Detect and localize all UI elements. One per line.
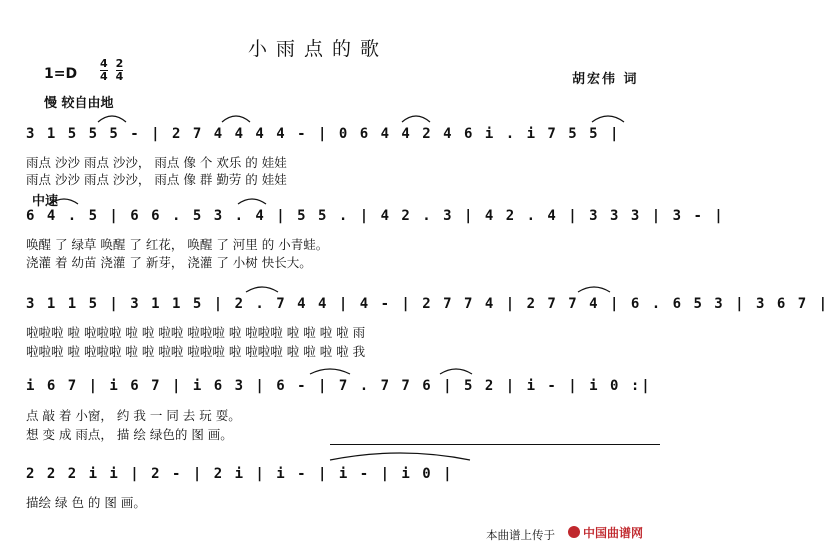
notation-line-1: 3 1 5 5 5 - | 2 7 4 4 4 4 - | 0 6 4 4 2 4 6 i . i 7 5 5 | (26, 126, 621, 142)
time-signature-2: $\frac{2}{4}$ (115, 57, 124, 83)
lyric-line-5: 描绘 绿 色 的 图 画。 (26, 495, 146, 510)
lyric-line-3-verse-1: 啦啦啦 啦 啦啦啦 啦 啦 啦啦 啦啦啦 啦 啦啦啦 啦 啦 啦 啦 雨 (26, 325, 366, 340)
lyric-line-1-verse-2: 雨点 沙沙 雨点 沙沙， 雨点 像 群 勤劳 的 娃娃 (26, 172, 287, 187)
notation-line-3: 3 1 1 5 | 3 1 1 5 | 2 . 7 4 4 | 4 - | 2 7 7 4 | 2 7 7 4 | 6 . 6 5 3 | 3 6 7 | (26, 296, 829, 312)
site-logo[interactable] (568, 524, 643, 541)
footer-upload-note: 本曲谱上传于 (486, 528, 555, 542)
song-title: 小雨点的歌 (248, 38, 389, 60)
key-signature: 1=D (44, 66, 78, 82)
lyricist-credit: 胡宏伟 词 (572, 72, 639, 87)
lyric-line-4-verse-2: 想 变 成 雨点， 描 绘 绿色的 图 画。 (26, 427, 233, 442)
tempo-marking: 慢 较自由地 (44, 96, 114, 111)
time-signature-1: $\frac{4}{4}$ (100, 57, 108, 83)
logo-icon (568, 526, 580, 538)
lyric-line-1-verse-1: 雨点 沙沙 雨点 沙沙， 雨点 像 个 欢乐 的 娃娃 (26, 155, 287, 170)
lyric-line-3-verse-2: 啦啦啦 啦 啦啦啦 啦 啦 啦啦 啦啦啦 啦 啦啦啦 啦 啦 啦 啦 我 (26, 344, 366, 359)
notation-line-5: 2 2 2 i i | 2 - | 2 i | i - | i - | i 0 | (26, 466, 454, 482)
lyric-line-2-verse-2: 浇灌 着 幼苗 浇灌 了 新芽， 浇灌 了 小树 快长大。 (26, 255, 312, 270)
tempo-change: 中速 (32, 194, 59, 209)
notation-line-4: i 6 7 | i 6 7 | i 6 3 | 6 - | 7 . 7 7 6 | 5 2 | i - | i 0 :| (26, 378, 652, 394)
notation-line-2: 6 4 . 5 | 6 6 . 5 3 . 4 | 5 5 . | 4 2 . 3 | 4 2 . 4 | 3 3 3 | 3 - | (26, 208, 725, 224)
lyric-line-4-verse-1: 点 敲 着 小窗， 约 我 一 同 去 玩 耍。 (26, 408, 241, 423)
lyric-line-2-verse-1: 唤醒 了 绿草 唤醒 了 红花， 唤醒 了 河里 的 小青蛙。 (26, 237, 329, 252)
logo-text: 中国曲谱网 (583, 526, 644, 540)
